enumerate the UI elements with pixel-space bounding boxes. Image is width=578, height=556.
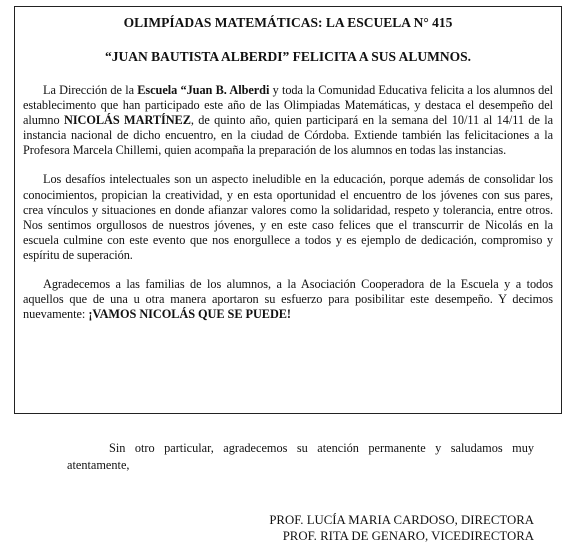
p1-text-1: La Dirección de la — [43, 83, 138, 97]
notice-box — [14, 6, 562, 414]
signature-director: PROF. LUCÍA MARIA CARDOSO, DIRECTORA — [269, 513, 534, 527]
student-name: NICOLÁS MARTÍNEZ — [63, 113, 191, 128]
paragraph-challenges: Los desafíos intelectuales son un aspecto ineludible en la educación, porque además de consolidar los conocimientos, propician la creatividad, y en esta oportunidad el encuentro de los jóvenes con sus pares, crea vínculos y situaciones en donde afianzar valores como la solidaridad, respeto y tolerancia, entre otros. Nos sentimos orgullosos de nuestros jóvenes, y en este caso felices que el transcurrir de Nicolás en la escuela culmine con este evento que nos enorgullece a todos y es ejemplo de dedicación, compromiso y espíritu de superación. — [23, 172, 553, 262]
p1-text-2: y toda la Comunidad Educativa felicita a los alumnos del establecimento que han participado este año de las Olimpiadas Matemáticas, y destaca el desempeño del alumno — [23, 83, 553, 128]
signature-vice-director: PROF. RITA DE GENARO, VICEDIRECTORA — [282, 529, 534, 543]
school-name: Escuela “Juan B. Alberdi — [137, 83, 270, 97]
closing-text: Sin otro particular, agradecemos su atención permanente y saludamos muy atentamente, — [67, 441, 534, 472]
paragraph-congratulations — [23, 83, 553, 158]
notice-header-line2: “JUAN BAUTISTA ALBERDI” FELICITA A SUS ALUMNOS. — [105, 49, 471, 64]
cheer-slogan: ¡VAMOS NICOLÁS QUE SE PUEDE! — [88, 307, 291, 322]
paragraph-thanks — [23, 277, 553, 322]
notice-header-line1: OLIMPÍADAS MATEMÁTICAS: LA ESCUELA N° 415 — [123, 15, 453, 30]
p3-text-1: Agradecemos a las familias de los alumnos, a la Asociación Cooperadora de la Escuela y a todos aquellos que de una u otra manera aportaron su esfuerzo para posibilitar este desempeño. Y decimos nuevamente: — [23, 277, 553, 322]
p1-text-3: , de quinto año, quien participará en la semana del 10/11 al 14/11 de la instancia nacional de dicho encuentro, en la ciudad de Córdoba. Extiende también las felicitaciones a la Profesora Marcela Chillemi, quien acompaña la preparación de los alumnos en todas las instancias. — [23, 113, 554, 158]
